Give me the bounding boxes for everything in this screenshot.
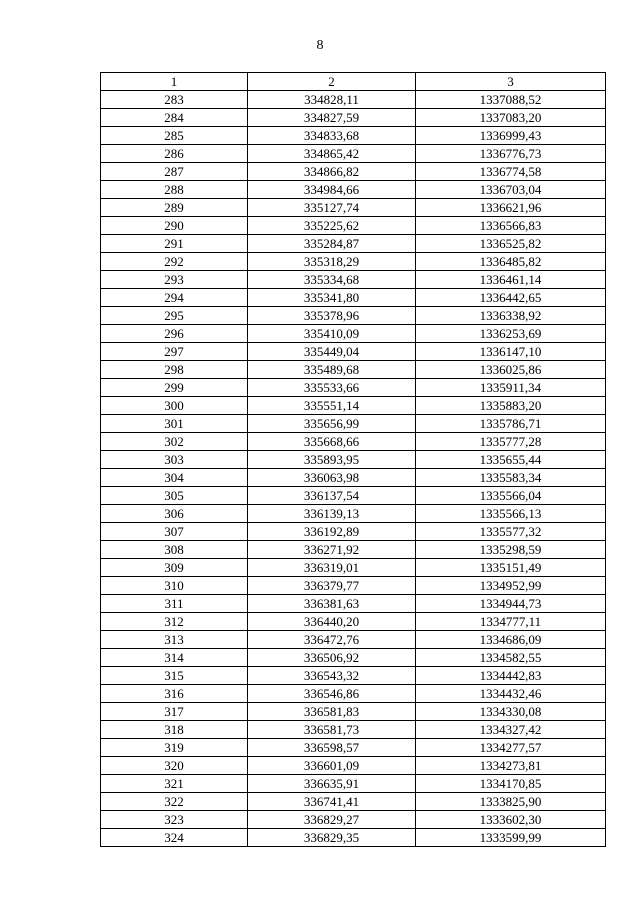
point-number-cell: 296 (101, 325, 248, 343)
point-number-cell: 302 (101, 433, 248, 451)
point-number-cell: 300 (101, 397, 248, 415)
x-coordinate-cell: 335893,95 (248, 451, 416, 469)
x-coordinate-cell: 336271,92 (248, 541, 416, 559)
point-number-cell: 303 (101, 451, 248, 469)
table-row (101, 379, 606, 397)
point-number-cell: 290 (101, 217, 248, 235)
point-number-cell: 299 (101, 379, 248, 397)
x-coordinate-cell: 335551,14 (248, 397, 416, 415)
coordinates-table (100, 72, 606, 847)
point-number-cell: 316 (101, 685, 248, 703)
table-row (101, 271, 606, 289)
table-row (101, 487, 606, 505)
table-row (101, 451, 606, 469)
y-coordinate-cell: 1336253,69 (416, 325, 606, 343)
x-coordinate-cell: 336546,86 (248, 685, 416, 703)
table-row (101, 145, 606, 163)
table-row (101, 253, 606, 271)
table-row (101, 703, 606, 721)
y-coordinate-cell: 1335151,49 (416, 559, 606, 577)
table-row (101, 217, 606, 235)
x-coordinate-cell: 336381,63 (248, 595, 416, 613)
x-coordinate-cell: 336506,92 (248, 649, 416, 667)
x-coordinate-cell: 335378,96 (248, 307, 416, 325)
point-number-cell: 293 (101, 271, 248, 289)
point-number-cell: 288 (101, 181, 248, 199)
x-coordinate-cell: 334866,82 (248, 163, 416, 181)
y-coordinate-cell: 1336442,65 (416, 289, 606, 307)
header-col-1: 1 (101, 73, 248, 91)
x-coordinate-cell: 336472,76 (248, 631, 416, 649)
table-row (101, 829, 606, 847)
x-coordinate-cell: 335410,09 (248, 325, 416, 343)
point-number-cell: 324 (101, 829, 248, 847)
y-coordinate-cell: 1336774,58 (416, 163, 606, 181)
y-coordinate-cell: 1334330,08 (416, 703, 606, 721)
x-coordinate-cell: 335341,80 (248, 289, 416, 307)
point-number-cell: 315 (101, 667, 248, 685)
table-row (101, 649, 606, 667)
y-coordinate-cell: 1333825,90 (416, 793, 606, 811)
x-coordinate-cell: 336139,13 (248, 505, 416, 523)
table-row (101, 433, 606, 451)
point-number-cell: 312 (101, 613, 248, 631)
table-row (101, 667, 606, 685)
point-number-cell: 313 (101, 631, 248, 649)
x-coordinate-cell: 336581,73 (248, 721, 416, 739)
y-coordinate-cell: 1335566,13 (416, 505, 606, 523)
y-coordinate-cell: 1335655,44 (416, 451, 606, 469)
point-number-cell: 294 (101, 289, 248, 307)
y-coordinate-cell: 1333602,30 (416, 811, 606, 829)
x-coordinate-cell: 336581,83 (248, 703, 416, 721)
y-coordinate-cell: 1336485,82 (416, 253, 606, 271)
table-row (101, 577, 606, 595)
table-row (101, 325, 606, 343)
y-coordinate-cell: 1334442,83 (416, 667, 606, 685)
point-number-cell: 295 (101, 307, 248, 325)
x-coordinate-cell: 335533,66 (248, 379, 416, 397)
table-row (101, 757, 606, 775)
table-row (101, 631, 606, 649)
table-row (101, 721, 606, 739)
x-coordinate-cell: 334833,68 (248, 127, 416, 145)
point-number-cell: 310 (101, 577, 248, 595)
x-coordinate-cell: 334827,59 (248, 109, 416, 127)
x-coordinate-cell: 335668,66 (248, 433, 416, 451)
point-number-cell: 314 (101, 649, 248, 667)
y-coordinate-cell: 1334777,11 (416, 613, 606, 631)
y-coordinate-cell: 1335566,04 (416, 487, 606, 505)
x-coordinate-cell: 336063,98 (248, 469, 416, 487)
table-row (101, 235, 606, 253)
y-coordinate-cell: 1336461,14 (416, 271, 606, 289)
x-coordinate-cell: 335318,29 (248, 253, 416, 271)
y-coordinate-cell: 1335577,32 (416, 523, 606, 541)
y-coordinate-cell: 1333599,99 (416, 829, 606, 847)
table-header-row (101, 73, 606, 91)
table-row (101, 469, 606, 487)
y-coordinate-cell: 1336621,96 (416, 199, 606, 217)
point-number-cell: 311 (101, 595, 248, 613)
point-number-cell: 317 (101, 703, 248, 721)
table-row (101, 595, 606, 613)
point-number-cell: 283 (101, 91, 248, 109)
x-coordinate-cell: 336741,41 (248, 793, 416, 811)
y-coordinate-cell: 1334686,09 (416, 631, 606, 649)
page-number: 8 (316, 38, 324, 53)
y-coordinate-cell: 1334170,85 (416, 775, 606, 793)
y-coordinate-cell: 1335583,34 (416, 469, 606, 487)
table-row (101, 397, 606, 415)
point-number-cell: 321 (101, 775, 248, 793)
y-coordinate-cell: 1337083,20 (416, 109, 606, 127)
table-row (101, 109, 606, 127)
point-number-cell: 306 (101, 505, 248, 523)
y-coordinate-cell: 1334273,81 (416, 757, 606, 775)
table-row (101, 127, 606, 145)
y-coordinate-cell: 1335777,28 (416, 433, 606, 451)
y-coordinate-cell: 1335911,34 (416, 379, 606, 397)
table-row (101, 793, 606, 811)
x-coordinate-cell: 336829,27 (248, 811, 416, 829)
point-number-cell: 304 (101, 469, 248, 487)
y-coordinate-cell: 1334952,99 (416, 577, 606, 595)
point-number-cell: 298 (101, 361, 248, 379)
x-coordinate-cell: 335225,62 (248, 217, 416, 235)
y-coordinate-cell: 1336999,43 (416, 127, 606, 145)
table-row (101, 289, 606, 307)
table-body (101, 91, 606, 847)
point-number-cell: 297 (101, 343, 248, 361)
table-row (101, 199, 606, 217)
point-number-cell: 309 (101, 559, 248, 577)
table-row (101, 91, 606, 109)
table-row (101, 307, 606, 325)
point-number-cell: 305 (101, 487, 248, 505)
x-coordinate-cell: 334828,11 (248, 91, 416, 109)
table-row (101, 541, 606, 559)
point-number-cell: 308 (101, 541, 248, 559)
y-coordinate-cell: 1336338,92 (416, 307, 606, 325)
y-coordinate-cell: 1334327,42 (416, 721, 606, 739)
point-number-cell: 292 (101, 253, 248, 271)
x-coordinate-cell: 334984,66 (248, 181, 416, 199)
x-coordinate-cell: 336137,54 (248, 487, 416, 505)
y-coordinate-cell: 1337088,52 (416, 91, 606, 109)
y-coordinate-cell: 1334432,46 (416, 685, 606, 703)
y-coordinate-cell: 1335298,59 (416, 541, 606, 559)
header-col-2: 2 (248, 73, 416, 91)
point-number-cell: 301 (101, 415, 248, 433)
y-coordinate-cell: 1336776,73 (416, 145, 606, 163)
x-coordinate-cell: 335656,99 (248, 415, 416, 433)
x-coordinate-cell: 336440,20 (248, 613, 416, 631)
x-coordinate-cell: 336829,35 (248, 829, 416, 847)
table-row (101, 415, 606, 433)
y-coordinate-cell: 1336025,86 (416, 361, 606, 379)
x-coordinate-cell: 336379,77 (248, 577, 416, 595)
x-coordinate-cell: 335127,74 (248, 199, 416, 217)
table-row (101, 811, 606, 829)
x-coordinate-cell: 336601,09 (248, 757, 416, 775)
x-coordinate-cell: 335334,68 (248, 271, 416, 289)
table-row (101, 685, 606, 703)
table-row (101, 181, 606, 199)
table-row (101, 775, 606, 793)
y-coordinate-cell: 1336525,82 (416, 235, 606, 253)
table-row (101, 559, 606, 577)
y-coordinate-cell: 1335883,20 (416, 397, 606, 415)
x-coordinate-cell: 335284,87 (248, 235, 416, 253)
x-coordinate-cell: 336598,57 (248, 739, 416, 757)
y-coordinate-cell: 1334944,73 (416, 595, 606, 613)
x-coordinate-cell: 335489,68 (248, 361, 416, 379)
table-row (101, 505, 606, 523)
y-coordinate-cell: 1335786,71 (416, 415, 606, 433)
point-number-cell: 291 (101, 235, 248, 253)
point-number-cell: 285 (101, 127, 248, 145)
point-number-cell: 284 (101, 109, 248, 127)
x-coordinate-cell: 335449,04 (248, 343, 416, 361)
table-row (101, 523, 606, 541)
x-coordinate-cell: 334865,42 (248, 145, 416, 163)
point-number-cell: 287 (101, 163, 248, 181)
table-row (101, 739, 606, 757)
y-coordinate-cell: 1336147,10 (416, 343, 606, 361)
point-number-cell: 286 (101, 145, 248, 163)
x-coordinate-cell: 336543,32 (248, 667, 416, 685)
y-coordinate-cell: 1336703,04 (416, 181, 606, 199)
y-coordinate-cell: 1334582,55 (416, 649, 606, 667)
x-coordinate-cell: 336635,91 (248, 775, 416, 793)
x-coordinate-cell: 336319,01 (248, 559, 416, 577)
point-number-cell: 322 (101, 793, 248, 811)
header-col-3: 3 (416, 73, 606, 91)
table-row (101, 163, 606, 181)
y-coordinate-cell: 1334277,57 (416, 739, 606, 757)
table-row (101, 361, 606, 379)
point-number-cell: 319 (101, 739, 248, 757)
table-row (101, 343, 606, 361)
point-number-cell: 323 (101, 811, 248, 829)
table-row (101, 613, 606, 631)
point-number-cell: 307 (101, 523, 248, 541)
point-number-cell: 318 (101, 721, 248, 739)
point-number-cell: 320 (101, 757, 248, 775)
x-coordinate-cell: 336192,89 (248, 523, 416, 541)
y-coordinate-cell: 1336566,83 (416, 217, 606, 235)
point-number-cell: 289 (101, 199, 248, 217)
